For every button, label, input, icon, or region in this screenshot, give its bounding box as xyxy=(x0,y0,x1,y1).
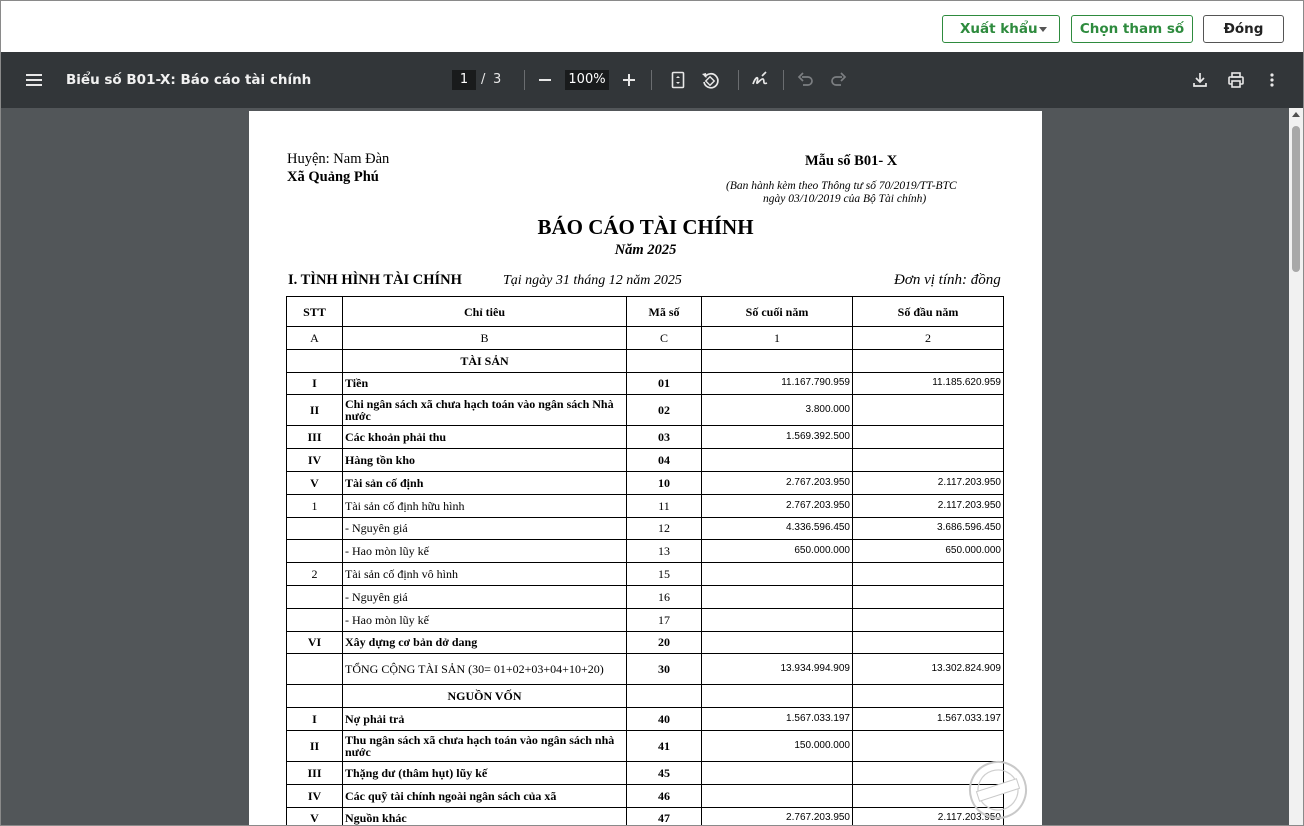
row-indicator: Thặng dư (thâm hụt) lũy kế xyxy=(343,761,627,784)
select-parameters-button[interactable]: Chọn tham số xyxy=(1071,15,1193,43)
column-index: B xyxy=(343,327,627,350)
row-code: 16 xyxy=(627,585,702,608)
export-label: Xuất khẩu xyxy=(960,21,1038,37)
row-start-value: 1.567.033.197 xyxy=(853,708,1004,731)
zoom-out-icon[interactable] xyxy=(533,68,557,92)
page-separator: / xyxy=(481,72,486,87)
export-button[interactable] xyxy=(942,15,1060,43)
row-code: 03 xyxy=(627,426,702,449)
commune-name: Xã Quảng Phú xyxy=(287,169,379,185)
dialog-header xyxy=(1,1,1303,52)
row-end-value: 1.569.392.500 xyxy=(702,426,853,449)
row-stt: I xyxy=(287,708,343,731)
column-index: 2 xyxy=(853,327,1004,350)
row-indicator: Tài sản cố định vô hình xyxy=(343,563,627,586)
annotate-icon[interactable] xyxy=(748,68,772,92)
row-code xyxy=(627,685,702,708)
scroll-up-icon[interactable] xyxy=(1292,112,1300,117)
row-indicator: Thu ngân sách xã chưa hạch toán vào ngân sách nhà nước xyxy=(343,730,627,761)
district-name: Huyện: Nam Đàn xyxy=(287,151,390,167)
row-indicator: TỔNG CỘNG TÀI SẢN (30= 01+02+03+04+10+20) xyxy=(343,654,627,685)
row-code: 11 xyxy=(627,494,702,517)
row-end-value xyxy=(702,631,853,654)
currency-unit: Đơn vị tính: đồng xyxy=(894,272,1001,288)
row-indicator: Xây dựng cơ bản dở dang xyxy=(343,631,627,654)
row-start-value xyxy=(853,608,1004,631)
column-header: Số đầu năm xyxy=(853,297,1004,327)
row-code: 20 xyxy=(627,631,702,654)
row-start-value xyxy=(853,426,1004,449)
table-row xyxy=(287,517,1004,540)
toolbar-divider xyxy=(738,70,739,90)
row-end-value xyxy=(702,563,853,586)
row-stt: V xyxy=(287,807,343,826)
table-row xyxy=(287,372,1004,395)
row-end-value xyxy=(702,585,853,608)
table-row xyxy=(287,807,1004,826)
row-indicator: TÀI SẢN xyxy=(343,349,627,372)
table-row xyxy=(287,608,1004,631)
row-end-value xyxy=(702,608,853,631)
row-start-value: 2.117.203.950 xyxy=(853,471,1004,494)
row-indicator: - Nguyên giá xyxy=(343,585,627,608)
table-row xyxy=(287,708,1004,731)
row-start-value: 2.117.203.950 xyxy=(853,807,1004,826)
rotate-icon[interactable] xyxy=(698,68,722,92)
row-stt: 1 xyxy=(287,494,343,517)
column-header: STT xyxy=(287,297,343,327)
toolbar-divider xyxy=(651,70,652,90)
row-start-value: 13.302.824.909 xyxy=(853,654,1004,685)
row-code: 40 xyxy=(627,708,702,731)
column-header: Mã số xyxy=(627,297,702,327)
table-row xyxy=(287,761,1004,784)
section-title: I. TÌNH HÌNH TÀI CHÍNH xyxy=(288,272,462,288)
row-indicator: Nợ phải trả xyxy=(343,708,627,731)
row-start-value: 650.000.000 xyxy=(853,540,1004,563)
table-row xyxy=(287,654,1004,685)
row-end-value: 150.000.000 xyxy=(702,730,853,761)
undo-icon[interactable] xyxy=(794,68,818,92)
financial-table xyxy=(286,296,1004,826)
row-code: 10 xyxy=(627,471,702,494)
row-code: 04 xyxy=(627,449,702,472)
toolbar-divider xyxy=(524,70,525,90)
row-stt: 2 xyxy=(287,563,343,586)
row-stt xyxy=(287,540,343,563)
report-title: BÁO CÁO TÀI CHÍNH xyxy=(537,215,754,239)
toolbar-divider xyxy=(783,70,784,90)
vertical-scrollbar[interactable] xyxy=(1289,108,1303,826)
row-code: 01 xyxy=(627,372,702,395)
row-code: 12 xyxy=(627,517,702,540)
row-stt xyxy=(287,349,343,372)
row-code: 02 xyxy=(627,395,702,426)
row-code: 46 xyxy=(627,784,702,807)
row-end-value: 1.567.033.197 xyxy=(702,708,853,731)
row-indicator: - Nguyên giá xyxy=(343,517,627,540)
page-total: 3 xyxy=(493,72,502,87)
pdf-toolbar xyxy=(1,52,1303,108)
fit-page-icon[interactable] xyxy=(666,68,690,92)
column-header: Số cuối năm xyxy=(702,297,853,327)
menu-icon[interactable] xyxy=(26,74,42,86)
table-row xyxy=(287,563,1004,586)
chevron-down-icon xyxy=(1039,27,1047,32)
column-header: Chỉ tiêu xyxy=(343,297,627,327)
row-start-value xyxy=(853,585,1004,608)
row-end-value: 2.767.203.950 xyxy=(702,494,853,517)
row-stt: III xyxy=(287,761,343,784)
print-icon[interactable] xyxy=(1224,68,1248,92)
table-row xyxy=(287,471,1004,494)
row-end-value xyxy=(702,784,853,807)
row-stt: II xyxy=(287,395,343,426)
row-start-value xyxy=(853,449,1004,472)
zoom-in-icon[interactable] xyxy=(617,68,641,92)
row-code: 45 xyxy=(627,761,702,784)
row-end-value xyxy=(702,761,853,784)
row-stt: I xyxy=(287,372,343,395)
row-stt xyxy=(287,608,343,631)
table-row xyxy=(287,449,1004,472)
row-indicator: Tài sản cố định hữu hình xyxy=(343,494,627,517)
row-code: 15 xyxy=(627,563,702,586)
row-indicator: Tài sản cố định xyxy=(343,471,627,494)
report-date: Tại ngày 31 tháng 12 năm 2025 xyxy=(503,273,682,288)
close-button[interactable]: Đóng xyxy=(1203,15,1284,43)
pdf-viewer xyxy=(1,52,1303,826)
row-code: 47 xyxy=(627,807,702,826)
row-end-value xyxy=(702,449,853,472)
row-end-value xyxy=(702,685,853,708)
row-indicator: Hàng tồn kho xyxy=(343,449,627,472)
table-row xyxy=(287,540,1004,563)
row-code: 17 xyxy=(627,608,702,631)
row-start-value xyxy=(853,349,1004,372)
issued-note-line1: (Ban hành kèm theo Thông tư số 70/2019/TT-BTC xyxy=(726,180,957,192)
row-start-value: 3.686.596.450 xyxy=(853,517,1004,540)
row-end-value xyxy=(702,349,853,372)
issued-note-line2: ngày 03/10/2019 của Bộ Tài chính) xyxy=(763,193,927,205)
column-index: C xyxy=(627,327,702,350)
page-number-input[interactable]: 1 xyxy=(452,70,476,90)
zoom-level-input[interactable]: 100% xyxy=(565,70,609,90)
row-end-value: 13.934.994.909 xyxy=(702,654,853,685)
row-end-value: 11.167.790.959 xyxy=(702,372,853,395)
row-end-value: 2.767.203.950 xyxy=(702,471,853,494)
row-indicator: Các quỹ tài chính ngoài ngân sách của xã xyxy=(343,784,627,807)
row-stt: V xyxy=(287,471,343,494)
row-start-value xyxy=(853,395,1004,426)
row-stt: III xyxy=(287,426,343,449)
row-indicator: - Hao mòn lũy kế xyxy=(343,540,627,563)
table-row xyxy=(287,784,1004,807)
row-code: 30 xyxy=(627,654,702,685)
column-index-row xyxy=(287,327,1004,350)
row-start-value: 11.185.620.959 xyxy=(853,372,1004,395)
row-start-value xyxy=(853,631,1004,654)
row-stt xyxy=(287,517,343,540)
download-icon[interactable] xyxy=(1188,68,1212,92)
row-start-value xyxy=(853,730,1004,761)
row-start-value: 2.117.203.950 xyxy=(853,494,1004,517)
table-header-row xyxy=(287,297,1004,327)
row-indicator: Các khoản phải thu xyxy=(343,426,627,449)
row-stt xyxy=(287,654,343,685)
row-stt: IV xyxy=(287,784,343,807)
row-indicator: Tiền xyxy=(343,372,627,395)
table-row xyxy=(287,395,1004,426)
report-year: Năm 2025 xyxy=(614,242,677,258)
row-start-value xyxy=(853,563,1004,586)
row-indicator: Nguồn khác xyxy=(343,807,627,826)
column-index: A xyxy=(287,327,343,350)
table-row xyxy=(287,494,1004,517)
row-end-value: 3.800.000 xyxy=(702,395,853,426)
row-indicator: Chi ngân sách xã chưa hạch toán vào ngân sách Nhà nước xyxy=(343,395,627,426)
row-stt: VI xyxy=(287,631,343,654)
row-end-value: 650.000.000 xyxy=(702,540,853,563)
row-stt xyxy=(287,585,343,608)
redo-icon[interactable] xyxy=(826,68,850,92)
table-row xyxy=(287,585,1004,608)
form-number: Mẫu số B01- X xyxy=(805,153,898,169)
table-row xyxy=(287,426,1004,449)
document-page xyxy=(249,111,1042,826)
row-indicator: NGUỒN VỐN xyxy=(343,685,627,708)
table-row xyxy=(287,631,1004,654)
row-indicator: - Hao mòn lũy kế xyxy=(343,608,627,631)
row-start-value xyxy=(853,685,1004,708)
table-row xyxy=(287,349,1004,372)
row-stt xyxy=(287,685,343,708)
row-stt: IV xyxy=(287,449,343,472)
table-row xyxy=(287,685,1004,708)
row-code xyxy=(627,349,702,372)
row-code: 13 xyxy=(627,540,702,563)
column-index: 1 xyxy=(702,327,853,350)
more-icon[interactable] xyxy=(1260,68,1284,92)
row-end-value: 4.336.596.450 xyxy=(702,517,853,540)
row-code: 41 xyxy=(627,730,702,761)
scrollbar-thumb[interactable] xyxy=(1292,126,1300,272)
document-title: Biểu số B01-X: Báo cáo tài chính xyxy=(66,72,312,88)
row-stt: II xyxy=(287,730,343,761)
table-row xyxy=(287,730,1004,761)
row-end-value: 2.767.203.950 xyxy=(702,807,853,826)
